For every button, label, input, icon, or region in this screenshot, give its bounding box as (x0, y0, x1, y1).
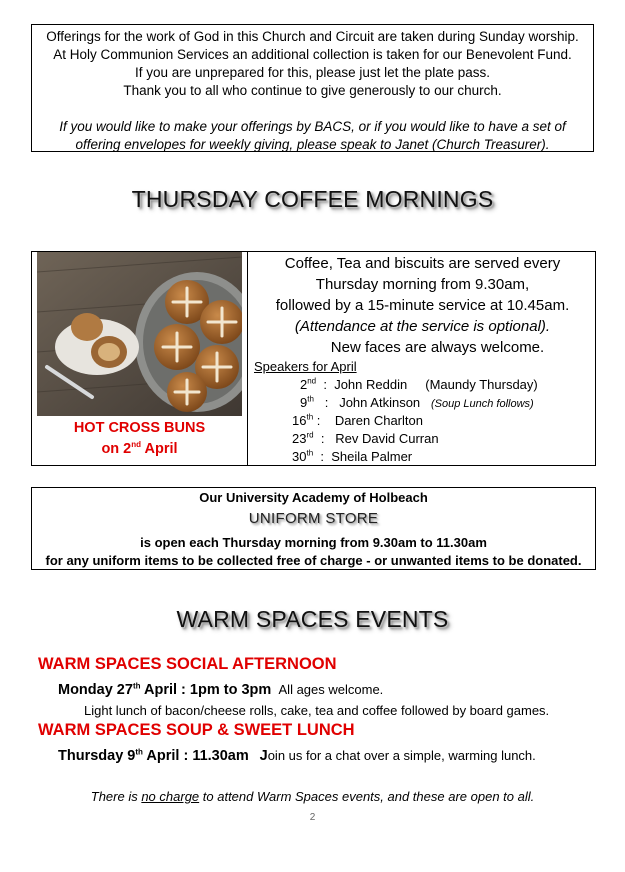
coffee-text: Thursday morning from 9.30am, (315, 276, 530, 293)
soup-lunch-when: Thursday 9th April : 11.30am Join us for a chat over a simple, warming lunch. (58, 747, 536, 764)
social-afternoon-desc: Light lunch of bacon/cheese rolls, cake, tea and coffee followed by board games. (84, 703, 550, 718)
table-divider (247, 251, 248, 466)
uniform-note: for any uniform items to be collected free of charge - or unwanted items to be donated. (45, 553, 582, 568)
uniform-store-title: UNIFORM STORE (248, 510, 379, 527)
warm-spaces-heading: WARM SPACES EVENTS (176, 606, 449, 632)
speaker-row: 16th : Daren Charlton (292, 412, 423, 428)
offerings-bacs-line: offering envelopes for weekly giving, please speak to Janet (Church Treasurer). (75, 137, 550, 152)
social-afternoon-title: WARM SPACES SOCIAL AFTERNOON (38, 655, 337, 673)
caption-title: HOT CROSS BUNS (73, 420, 206, 436)
page-number: 2 (309, 812, 316, 823)
coffee-text: Coffee, Tea and biscuits are served every (284, 255, 561, 272)
offerings-line: At Holy Communion Services an additional collection is taken for our Benevolent Fund. (53, 47, 572, 62)
uniform-academy: Our University Academy of Holbeach (199, 490, 428, 505)
caption-date: on 2nd April (101, 440, 178, 457)
speaker-row: 23rd : Rev David Curran (292, 430, 439, 446)
speaker-row: 9th : John Atkinson (Soup Lunch follows) (300, 394, 534, 410)
offerings-box (31, 24, 594, 152)
soup-lunch-title: WARM SPACES SOUP & SWEET LUNCH (38, 721, 355, 739)
coffee-heading: THURSDAY COFFEE MORNINGS (131, 186, 494, 212)
warm-spaces-footer: There is no charge to attend Warm Spaces events, and these are open to all. (90, 789, 535, 804)
offerings-line: If you are unprepared for this, please just let the plate pass. (135, 65, 490, 80)
speaker-row: 2nd : John Reddin (Maundy Thursday) (300, 376, 538, 392)
uniform-hours: is open each Thursday morning from 9.30am to 11.30am (140, 535, 487, 550)
coffee-text: followed by a 15-minute service at 10.45am. (275, 297, 570, 314)
speakers-title: Speakers for April (254, 359, 357, 374)
offerings-line: Offerings for the work of God in this Church and Circuit are taken during Sunday worship. (46, 29, 579, 44)
speaker-row: 30th : Sheila Palmer (292, 448, 413, 464)
social-afternoon-when: Monday 27th April : 1pm to 3pm All ages welcome. (58, 681, 384, 698)
coffee-text: New faces are always welcome. (330, 339, 545, 356)
hot-cross-buns-photo (37, 252, 242, 416)
offerings-line: Thank you to all who continue to give generously to our church. (123, 83, 502, 98)
hot-cross-buns-caption (32, 418, 247, 460)
coffee-text: (Attendance at the service is optional). (294, 318, 551, 335)
offerings-bacs-line: If you would like to make your offerings by BACS, or if you would like to have a set of (59, 119, 566, 134)
